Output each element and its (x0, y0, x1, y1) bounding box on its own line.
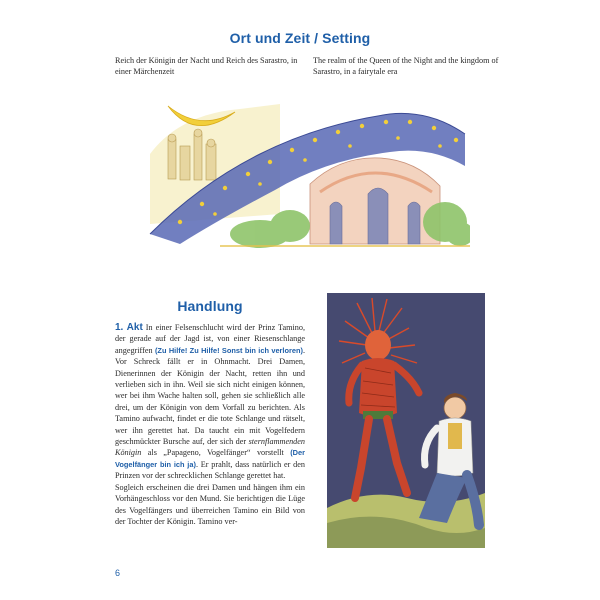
plot-text-2: . Vor Schreck fällt er in Ohnmacht. Drei Damen, Dienerinnen der Königin der Nacht, retten ihn und verlieben sich in ihn. Weil sie sich nicht einigen können, wer bei ihm Wache halten soll, gehen sie schließlich alle drei, um der Königin von dem Vorfall zu berichten. Als Tamino aufwacht, findet er die tote Schlange und rätselt, wer ihn gerettet hat. Da taucht ein mit Vogelfedern geschmückter Bursche auf, der sich der (115, 345, 306, 447)
plot-text-1: In einer Felsenschlucht wird der Prinz Tamino, der gerade auf der Jagd ist, von einer Riesenschlange angegriffen (115, 323, 305, 355)
plot-text-4: . Er prahlt, dass natürlich er den Prinzen vor der schrecklichen Schlange gerettet hat. (115, 459, 305, 481)
plot-text-3: als „Papageno, Vogelfänger“ vorstellt (147, 448, 284, 458)
quote-1: (Zu Hilfe! Zu Hilfe! Sonst bin ich verloren) (154, 345, 303, 355)
quote-2: (Der Vogelfänger bin ich ja) (115, 448, 305, 469)
setting-title: Ort und Zeit / Setting (229, 30, 371, 46)
plot-illustration (327, 293, 485, 548)
setting-illustration (140, 94, 470, 249)
plot-text-5: Sogleich erscheinen die drei Damen und hängen ihm ein Vorhängeschloss vor den Mund. Sie berichtigen die Lüge des Vogelfängers und überreichen Tamino ein Bild von der Tochter der Königin. Tamino ver- (115, 482, 305, 526)
setting-text-en: The realm of the Queen of the Night and the kingdom of Sarastro, in a fairytale era (313, 56, 499, 76)
act-label: 1. Akt (115, 322, 143, 333)
setting-text-de: Reich der Königin der Nacht und Reich des Sarastro, in einer Märchenzeit (115, 56, 298, 76)
plot-emphasis: sternflammenden Königin (115, 437, 305, 458)
plot-title: Handlung (177, 298, 243, 314)
page-number: 6 (115, 568, 121, 578)
plot-body (115, 322, 305, 527)
